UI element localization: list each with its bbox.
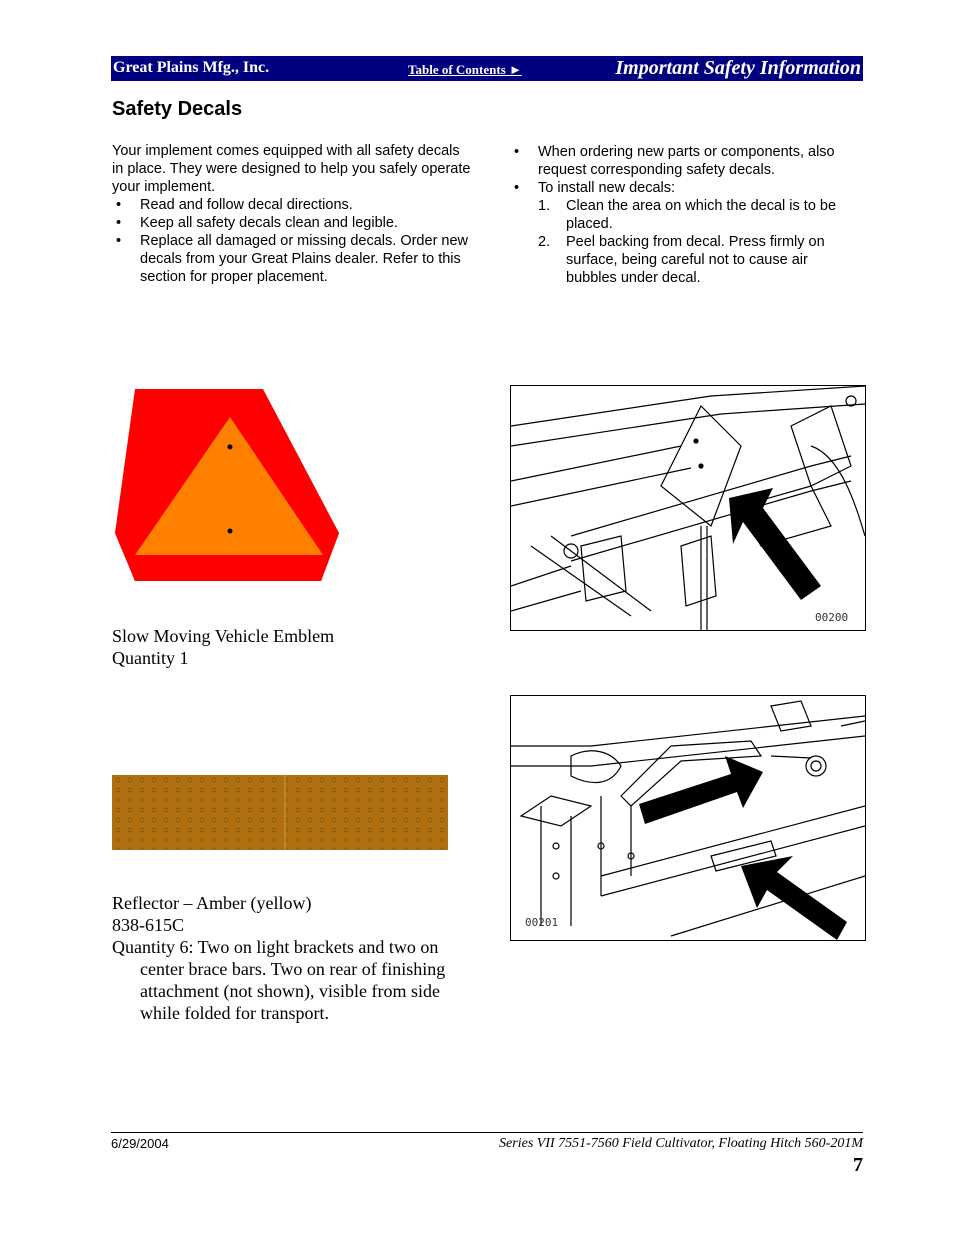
list-item (510, 179, 862, 287)
install-steps (538, 197, 862, 287)
reflector-name: Reflector – Amber (yellow) (112, 893, 312, 913)
bullet-icon: • (116, 197, 122, 213)
table-of-contents-link[interactable]: Table of Contents ► (408, 62, 522, 77)
list-item-text: Replace all damaged or missing decals. Order new decals from your Great Plains dealer. Refer to this section for proper placement. (140, 233, 469, 285)
figure-code: 00200 (815, 611, 849, 624)
reflector-caption (112, 892, 472, 1024)
amber-reflector-image (112, 775, 448, 850)
reflector-placement-drawing (510, 695, 866, 941)
left-bullet-list (112, 196, 472, 286)
step-number: 2. (538, 234, 551, 250)
list-item (112, 196, 472, 214)
machine-line-art-2 (511, 696, 865, 940)
list-item (112, 214, 472, 232)
list-item-text: Read and follow decal directions. (140, 197, 353, 213)
list-item-text: To install new decals: (538, 180, 676, 196)
header-bar (111, 56, 863, 81)
step-text: Clean the area on which the decal is to be placed. (566, 198, 837, 232)
list-item-text: When ordering new parts or components, also request corresponding safety decals. (538, 144, 835, 178)
right-bullet-list (510, 143, 862, 287)
step-item (538, 197, 862, 233)
smv-quantity: Quantity 1 (112, 648, 189, 668)
left-column (112, 142, 472, 286)
list-item (112, 232, 472, 286)
reflector-quantity: Quantity 6: Two on light brackets and two on center brace bars. Two on rear of finishing attachment (not shown), visible from side while folded for transport. (112, 937, 446, 1023)
bullet-icon: • (116, 233, 122, 249)
section-heading: Important Safety Information (615, 57, 861, 79)
reflector-part-number: 838-615C (112, 915, 184, 935)
list-item (510, 143, 862, 179)
right-column (510, 143, 862, 287)
machine-line-art (511, 386, 865, 630)
bullet-icon: • (116, 215, 122, 231)
list-item-text: Keep all safety decals clean and legible. (140, 215, 398, 231)
figure-code: 00201 (525, 916, 559, 929)
step-number: 1. (538, 198, 551, 214)
step-item (538, 233, 862, 287)
page-title: Safety Decals (112, 98, 243, 120)
footer-series: Series VII 7551-7560 Field Cultivator, Floating Hitch 560-201M (499, 1136, 863, 1151)
smv-name: Slow Moving Vehicle Emblem (112, 626, 335, 646)
footer-date: 6/29/2004 (111, 1136, 169, 1151)
smv-mount-drawing (510, 385, 866, 631)
footer-divider (111, 1132, 863, 1133)
smv-caption (112, 625, 472, 669)
bullet-icon: • (514, 144, 520, 160)
page-number: 7 (853, 1154, 863, 1176)
step-text: Peel backing from decal. Press firmly on surface, being careful not to cause air bubbles under decal. (566, 234, 825, 286)
slow-moving-vehicle-emblem (113, 387, 343, 583)
company-name: Great Plains Mfg., Inc. (113, 59, 270, 76)
intro-paragraph: Your implement comes equipped with all safety decals in place. They were designed to help you safely operate your implement. (112, 143, 471, 195)
bullet-icon: • (514, 180, 520, 196)
